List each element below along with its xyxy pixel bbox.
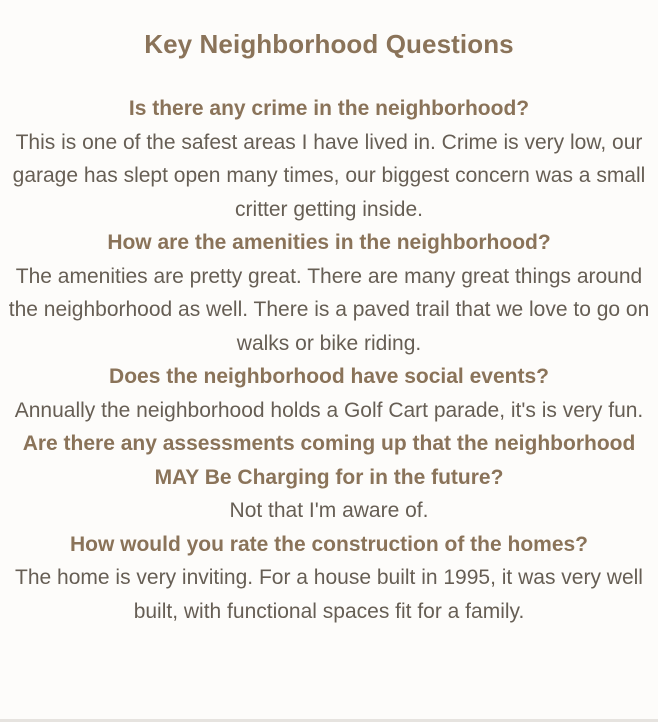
answer-3: Annually the neighborhood holds a Golf Cart parade, it's is very fun. (14, 398, 644, 422)
question-2: How are the amenities in the neighborhood? (107, 231, 551, 254)
qa-list (0, 92, 658, 628)
answer-1: This is one of the safest areas I have lived in. Crime is very low, our garage has slept open many times, our biggest concern was a small critter getting inside. (12, 130, 646, 221)
answer-2: The amenities are pretty great. There are many great things around the neighborhood as well. There is a paved trail that we love to go on walks or bike riding. (8, 264, 650, 355)
question-3: Does the neighborhood have social events? (109, 365, 549, 388)
page-title: Key Neighborhood Questions (144, 29, 514, 59)
question-4: Are there any assessments coming up that the neighborhood MAY Be Charging for in the future? (22, 432, 636, 489)
question-5: How would you rate the construction of the homes? (69, 532, 589, 556)
question-1: Is there any crime in the neighborhood? (128, 97, 530, 120)
answer-4: Not that I'm aware of. (229, 499, 429, 522)
answer-5: The home is very inviting. For a house built in 1995, it was very well built, with functional spaces fit for a family. (15, 566, 643, 623)
